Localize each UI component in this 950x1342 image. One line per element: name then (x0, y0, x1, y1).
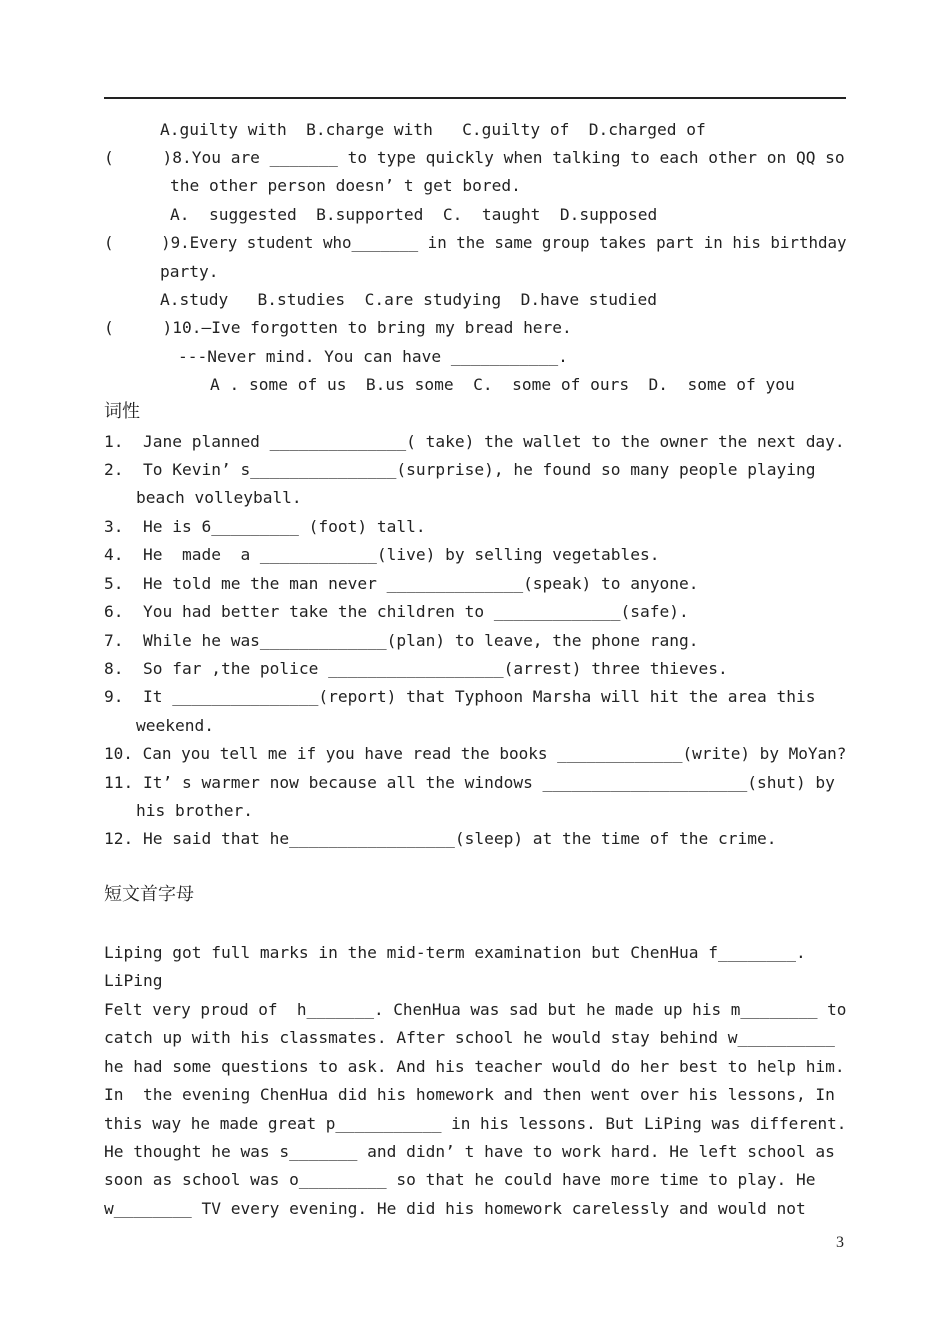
cloze-line: Felt very proud of h_______. ChenHua was sad but he made up his m________ to (104, 1000, 847, 1019)
cloze-line: soon as school was o_________ so that he could have more time to play. He (104, 1170, 816, 1189)
cloze-line: catch up with his classmates. After school he would stay behind w__________ (104, 1028, 835, 1047)
mc-question-10: ( )10.—Ive forgotten to bring my bread here. (104, 318, 572, 337)
mc-question-8-cont: the other person doesn’ t get bored. (170, 176, 521, 195)
word-form-item: 3. He is 6_________ (foot) tall. (104, 517, 426, 536)
word-form-item: 9. It _______________(report) that Typhoon Marsha will hit the area this (104, 687, 816, 706)
cloze-line: he had some questions to ask. And his teacher would do her best to help him. (104, 1057, 845, 1076)
mc-question-8: ( )8.You are _______ to type quickly when talking to each other on QQ so (104, 148, 845, 167)
section-heading-word-forms: 词性 (104, 401, 140, 422)
word-form-item-cont: weekend. (136, 716, 214, 735)
word-form-item: 8. So far ,the police __________________(arrest) three thieves. (104, 659, 728, 678)
cloze-line: In the evening ChenHua did his homework and then went over his lessons, In (104, 1085, 835, 1104)
word-form-item: 5. He told me the man never ______________(speak) to anyone. (104, 574, 699, 593)
cloze-line: He thought he was s_______ and didn’ t have to work hard. He left school as (104, 1142, 835, 1161)
section-heading-cloze: 短文首字母 (104, 884, 194, 905)
cloze-line: LiPing (104, 971, 163, 990)
mc-question-9-cont: party. (160, 262, 219, 281)
cloze-line: this way he made great p___________ in his lessons. But LiPing was different. (104, 1114, 847, 1133)
word-form-item: 12. He said that he_________________(sleep) at the time of the crime. (104, 829, 777, 848)
word-form-item-cont: his brother. (136, 801, 253, 820)
mc-options-7: A.guilty with B.charge with C.guilty of D.charged of (160, 120, 706, 139)
cloze-line: w________ TV every evening. He did his homework carelessly and would not (104, 1199, 806, 1218)
cloze-line: Liping got full marks in the mid-term examination but ChenHua f________. (104, 943, 806, 962)
word-form-item: 4. He made a ____________(live) by selling vegetables. (104, 545, 660, 564)
mc-question-9: ( )9.Every student who_______ in the same group takes part in his birthday (104, 233, 847, 252)
word-form-item: 2. To Kevin’ s_______________(surprise), he found so many people playing (104, 460, 816, 479)
mc-options-8: A. suggested B.supported C. taught D.supposed (170, 205, 658, 224)
word-form-item: 11. It’ s warmer now because all the windows _____________________(shut) by (104, 773, 835, 792)
header-rule (104, 97, 846, 99)
mc-options-9: A.study B.studies C.are studying D.have studied (160, 290, 658, 309)
page-number: 3 (836, 1234, 844, 1251)
word-form-item-cont: beach volleyball. (136, 488, 302, 507)
word-form-item: 7. While he was_____________(plan) to leave, the phone rang. (104, 631, 699, 650)
mc-question-10-reply: ---Never mind. You can have ___________. (178, 347, 568, 366)
word-form-item: 1. Jane planned ______________( take) the wallet to the owner the next day. (104, 432, 845, 451)
mc-options-10: A . some of us B.us some C. some of ours D. some of you (210, 375, 795, 394)
word-form-item: 6. You had better take the children to _____________(safe). (104, 602, 689, 621)
word-form-item: 10. Can you tell me if you have read the books _____________(write) by MoYan? (104, 744, 847, 763)
